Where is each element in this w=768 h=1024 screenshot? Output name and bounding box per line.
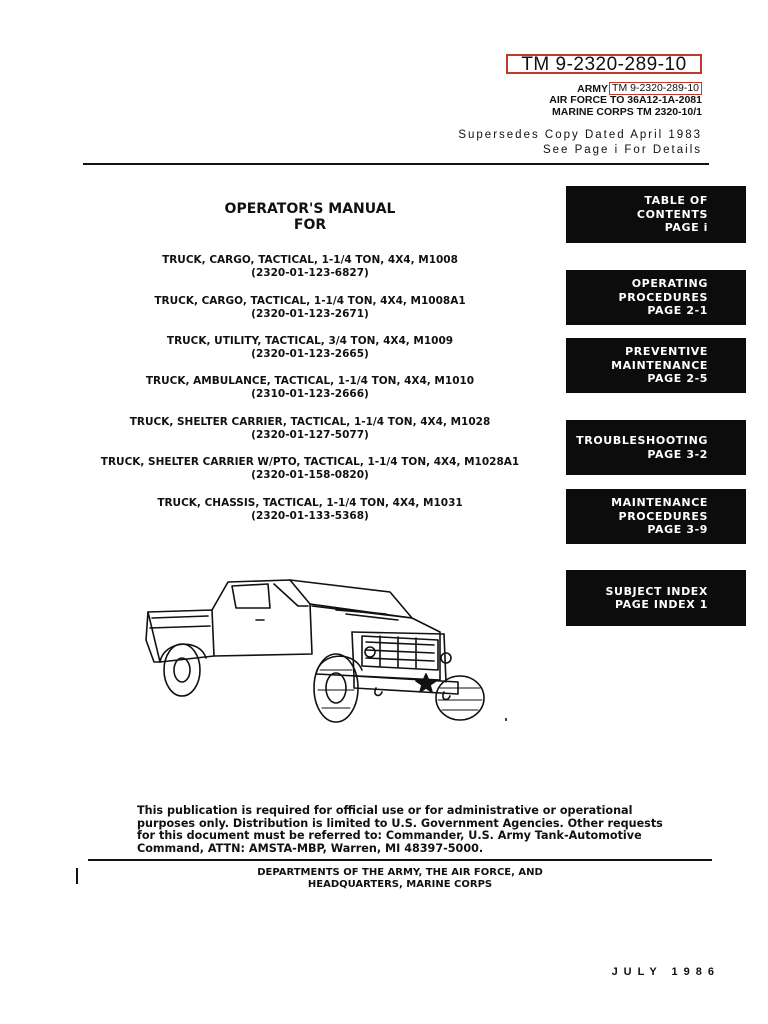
vehicle-nsn: (2320-01-133-5368)	[251, 510, 369, 522]
vehicle-entry	[70, 335, 550, 361]
tab-table-of-contents[interactable]	[566, 186, 746, 243]
tab-operating-procedures[interactable]	[566, 270, 746, 325]
departments-block	[200, 867, 600, 891]
departments-line: HEADQUARTERS, MARINE CORPS	[307, 879, 493, 890]
see-page-note: See Page i For Details	[542, 144, 702, 156]
vehicle-nsn: (2320-01-123-2671)	[251, 308, 369, 320]
header-divider	[83, 163, 709, 165]
vehicle-entry	[70, 416, 550, 442]
tab-maintenance-procedures[interactable]	[566, 489, 746, 544]
marine-corps-ref: MARINE CORPS TM 2320-10/1	[552, 106, 702, 118]
margin-mark	[76, 868, 78, 884]
vehicle-name: TRUCK, SHELTER CARRIER, TACTICAL, 1-1/4 TON, 4X4, M1028	[129, 416, 491, 428]
tab-label: CONTENTS	[636, 207, 708, 221]
air-force-ref: AIR FORCE TO 36A12-1A-2081	[549, 94, 702, 106]
tab-page: PAGE 3-9	[647, 523, 708, 537]
tab-label: SUBJECT INDEX	[605, 584, 708, 598]
vehicle-nsn: (2320-01-123-6827)	[251, 267, 369, 279]
tab-label: OPERATING	[631, 277, 708, 291]
vehicle-nsn: (2320-01-127-5077)	[251, 429, 369, 441]
departments-line: DEPARTMENTS OF THE ARMY, THE AIR FORCE, AND	[257, 867, 543, 878]
vehicle-nsn: (2320-01-123-2665)	[251, 348, 369, 360]
vehicle-entry	[50, 456, 570, 482]
manual-title-for: FOR	[293, 217, 327, 233]
tab-label: TROUBLESHOOTING	[576, 434, 708, 447]
tab-troubleshooting[interactable]	[566, 420, 746, 475]
vehicle-name: TRUCK, CHASSIS, TACTICAL, 1-1/4 TON, 4X4, M1031	[157, 497, 463, 509]
vehicle-entry	[70, 254, 550, 280]
tab-label: PREVENTIVE	[625, 345, 708, 359]
tab-page: PAGE 2-1	[647, 304, 708, 318]
army-tm-ref: TM 9-2320-289-10	[609, 82, 702, 95]
vehicle-entry	[70, 295, 550, 321]
vehicle-name: TRUCK, SHELTER CARRIER W/PTO, TACTICAL, 1-1/4 TON, 4X4, M1028A1	[100, 456, 520, 468]
tab-page: PAGE 3-2	[647, 447, 708, 461]
tab-page: PAGE INDEX 1	[614, 598, 708, 611]
footer-divider	[88, 859, 712, 861]
tab-subject-index[interactable]	[566, 570, 746, 626]
tab-label: PROCEDURES	[618, 509, 708, 523]
tab-page: PAGE i	[664, 221, 708, 235]
tab-page: PAGE 2-5	[647, 372, 708, 386]
vehicle-entry	[70, 375, 550, 401]
tab-label: MAINTENANCE	[611, 496, 708, 510]
tab-label: TABLE OF	[644, 194, 708, 208]
tm-number-box: TM 9-2320-289-10	[506, 54, 702, 74]
truck-illustration	[140, 570, 520, 730]
vehicle-name: TRUCK, UTILITY, TACTICAL, 3/4 TON, 4X4, M1009	[166, 335, 454, 347]
vehicle-name: TRUCK, CARGO, TACTICAL, 1-1/4 TON, 4X4, M1008	[162, 254, 458, 266]
manual-title: OPERATOR'S MANUAL	[224, 201, 396, 217]
distribution-notice: This publication is required for official use or for administrative or operational purposes only. Distribution is limited to U.S. Government Agencies. Other requests for this document must be referred to: Commander, U.S. Army Tank-Automotive Command, ATTN: AMSTA-MBP, Warren, MI 48397-5000.	[137, 804, 663, 855]
stray-mark	[505, 718, 507, 721]
vehicle-nsn: (2320-01-158-0820)	[251, 469, 369, 481]
supersedes-note: Supersedes Copy Dated April 1983	[458, 129, 702, 141]
publication-date: JULY 1986	[611, 966, 720, 978]
tab-label: MAINTENANCE	[611, 358, 708, 372]
tab-preventive-maintenance[interactable]	[566, 338, 746, 393]
vehicle-name: TRUCK, AMBULANCE, TACTICAL, 1-1/4 TON, 4X4, M1010	[145, 375, 475, 387]
vehicle-name: TRUCK, CARGO, TACTICAL, 1-1/4 TON, 4X4, M1008A1	[154, 295, 466, 307]
tab-label: PROCEDURES	[618, 290, 708, 304]
vehicle-nsn: (2310-01-123-2666)	[251, 388, 369, 400]
army-label: ARMY	[577, 82, 609, 95]
vehicle-entry	[70, 497, 550, 523]
